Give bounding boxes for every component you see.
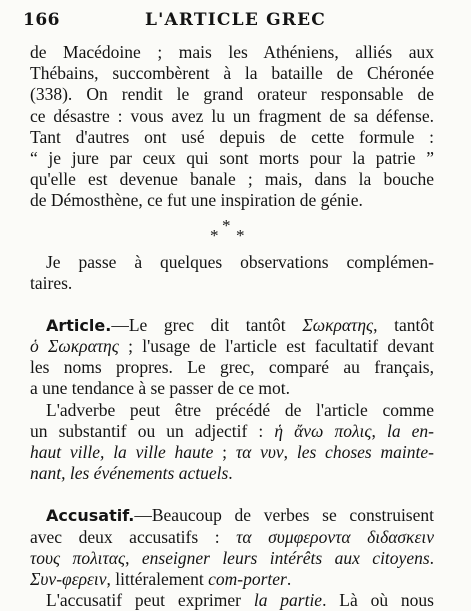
text-line: L'adverbe peut être précédé de l'article comme <box>46 399 434 420</box>
text-line: ὁ Σωκρατης ; l'usage de l'article est facultatif devant <box>30 336 434 357</box>
text-line: a une tendance à se passer de ce mot. <box>30 378 290 399</box>
text-line: Thébains, succombèrent à la bataille de Chéronée <box>30 63 434 84</box>
text-line: les noms propres. Le grec, comparé au français, <box>30 357 434 378</box>
greek-text: τους πολιτας <box>30 547 126 568</box>
text-line: Accusatif.—Beaucoup de verbes se construisent <box>46 505 434 526</box>
text-line: qu'elle est devenue banale ; mais, dans la bouche <box>30 169 434 190</box>
running-title: L'ARTICLE GREC <box>144 10 327 30</box>
page-header <box>0 0 471 40</box>
text-line: L'accusatif peut exprimer la partie. Là où nous <box>46 590 434 611</box>
text-line: τους πολιτας, enseigner leurs intérêts aux citoyens. <box>30 547 435 568</box>
text-line: Article.—Le grec dit tantôt Σωκρατης, tantôt <box>46 314 434 335</box>
text-line: de Démosthène, ce fut une inspiration de génie. <box>30 190 363 211</box>
text-line: avec deux accusatifs : τα συμφεροντα διδασκειν <box>30 526 434 547</box>
paragraph-observations <box>30 252 434 294</box>
text-line: (338). On rendit le grand orateur responsable de <box>30 84 434 105</box>
text-line: taires. <box>30 272 73 293</box>
greek-text: τα συμφεροντα διδασκειν <box>236 526 434 547</box>
section-heading-accusatif: Accusatif. <box>46 506 135 526</box>
text-line: nant, les événements actuels. <box>30 463 233 484</box>
text-line: un substantif ou un adjectif : ἡ ἄνω πολις, la en- <box>30 420 434 441</box>
greek-text: ἡ ἄνω πολις <box>274 420 372 441</box>
greek-text: Σωκρατης <box>302 314 374 335</box>
asterism-divider <box>30 212 434 252</box>
greek-text: Συν-φερειν <box>30 568 107 589</box>
paragraph-demosthenes <box>30 42 434 212</box>
asterism-star: * <box>222 215 231 235</box>
greek-text: ὁ Σωκρατης <box>30 336 119 357</box>
text-line: Συν-φερειν, littéralement com-porter. <box>30 568 292 589</box>
text-line: de Macédoine ; mais les Athéniens, alliés aux <box>30 42 434 62</box>
text-line: Je passe à quelques observations complémen- <box>46 251 434 272</box>
page-body <box>30 42 434 611</box>
text-line: haut ville, la ville haute ; τα νυν, les choses mainte- <box>30 442 434 462</box>
text-line: Tant d'autres ont usé depuis de cette formule : <box>30 126 434 147</box>
text-line: ce désastre : vous avez lu un fragment de sa défense. <box>30 105 434 126</box>
section-article <box>30 315 434 485</box>
page-number: 166 <box>23 10 60 30</box>
asterism-star: * <box>210 225 219 245</box>
asterism-star: * <box>236 225 245 245</box>
section-heading-article: Article. <box>46 315 112 335</box>
greek-text: τα νυν <box>235 442 284 462</box>
text-line: “ je jure par ceux qui sont morts pour la patrie ” <box>30 147 434 168</box>
section-accusatif <box>30 505 434 611</box>
